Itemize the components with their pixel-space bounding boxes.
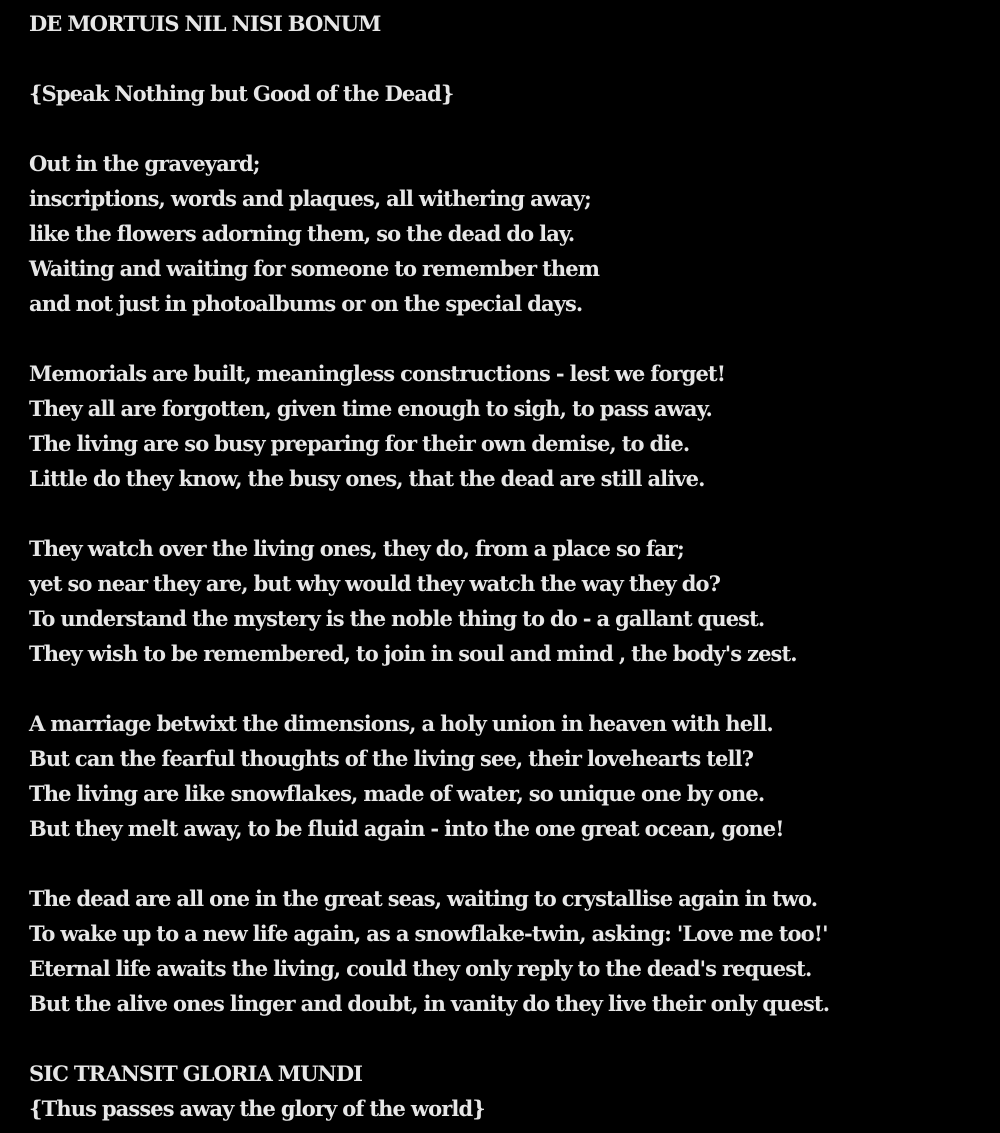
poem-line: inscriptions, words and plaques, all withering away; (29, 186, 591, 211)
poem-line: A marriage betwixt the dimensions, a holy union in heaven with hell. (29, 711, 773, 736)
poem-line: The living are so busy preparing for their own demise, to die. (29, 431, 690, 456)
poem-line: The dead are all one in the great seas, waiting to crystallise again in two. (29, 886, 818, 911)
poem (29, 6, 994, 1126)
poem-line: They all are forgotten, given time enough to sigh, to pass away. (29, 396, 712, 421)
closing-line: SIC TRANSIT GLORIA MUNDI (29, 1061, 363, 1086)
spacer (29, 846, 994, 881)
spacer (29, 111, 994, 146)
stanza-4 (29, 706, 994, 846)
poem-line: Waiting and waiting for someone to remember them (29, 256, 600, 281)
poem-line: Little do they know, the busy ones, that the dead are still alive. (29, 466, 705, 491)
poem-line: But they melt away, to be fluid again - into the one great ocean, gone! (29, 816, 784, 841)
poem-line: like the flowers adorning them, so the dead do lay. (29, 221, 575, 246)
stanza-3 (29, 531, 994, 671)
poem-subtitle: {Speak Nothing but Good of the Dead} (29, 81, 454, 106)
stanza-5 (29, 881, 994, 1021)
poem-title: DE MORTUIS NIL NISI BONUM (29, 11, 381, 36)
poem-line: But the alive ones linger and doubt, in vanity do they live their only quest. (29, 991, 830, 1016)
poem-line: yet so near they are, but why would they watch the way they do? (29, 571, 721, 596)
stanza-1 (29, 146, 994, 321)
poem-line: But can the fearful thoughts of the living see, their lovehearts tell? (29, 746, 754, 771)
poem-line: To understand the mystery is the noble thing to do - a gallant quest. (29, 606, 765, 631)
poem-line: and not just in photoalbums or on the special days. (29, 291, 583, 316)
poem-line: Out in the graveyard; (29, 151, 260, 176)
closing-translation: {Thus passes away the glory of the world} (29, 1096, 485, 1121)
poem-line: They wish to be remembered, to join in soul and mind , the body's zest. (29, 641, 797, 666)
poem-line: Eternal life awaits the living, could they only reply to the dead's request. (29, 956, 812, 981)
poem-line: They watch over the living ones, they do, from a place so far; (29, 536, 684, 561)
spacer (29, 41, 994, 76)
stanza-2 (29, 356, 994, 496)
spacer (29, 671, 994, 706)
spacer (29, 321, 994, 356)
poem-line: The living are like snowflakes, made of water, so unique one by one. (29, 781, 765, 806)
poem-line: Memorials are built, meaningless constructions - lest we forget! (29, 361, 726, 386)
spacer (29, 496, 994, 531)
poem-line: To wake up to a new life again, as a snowflake-twin, asking: 'Love me too!' (29, 921, 828, 946)
spacer (29, 1021, 994, 1056)
